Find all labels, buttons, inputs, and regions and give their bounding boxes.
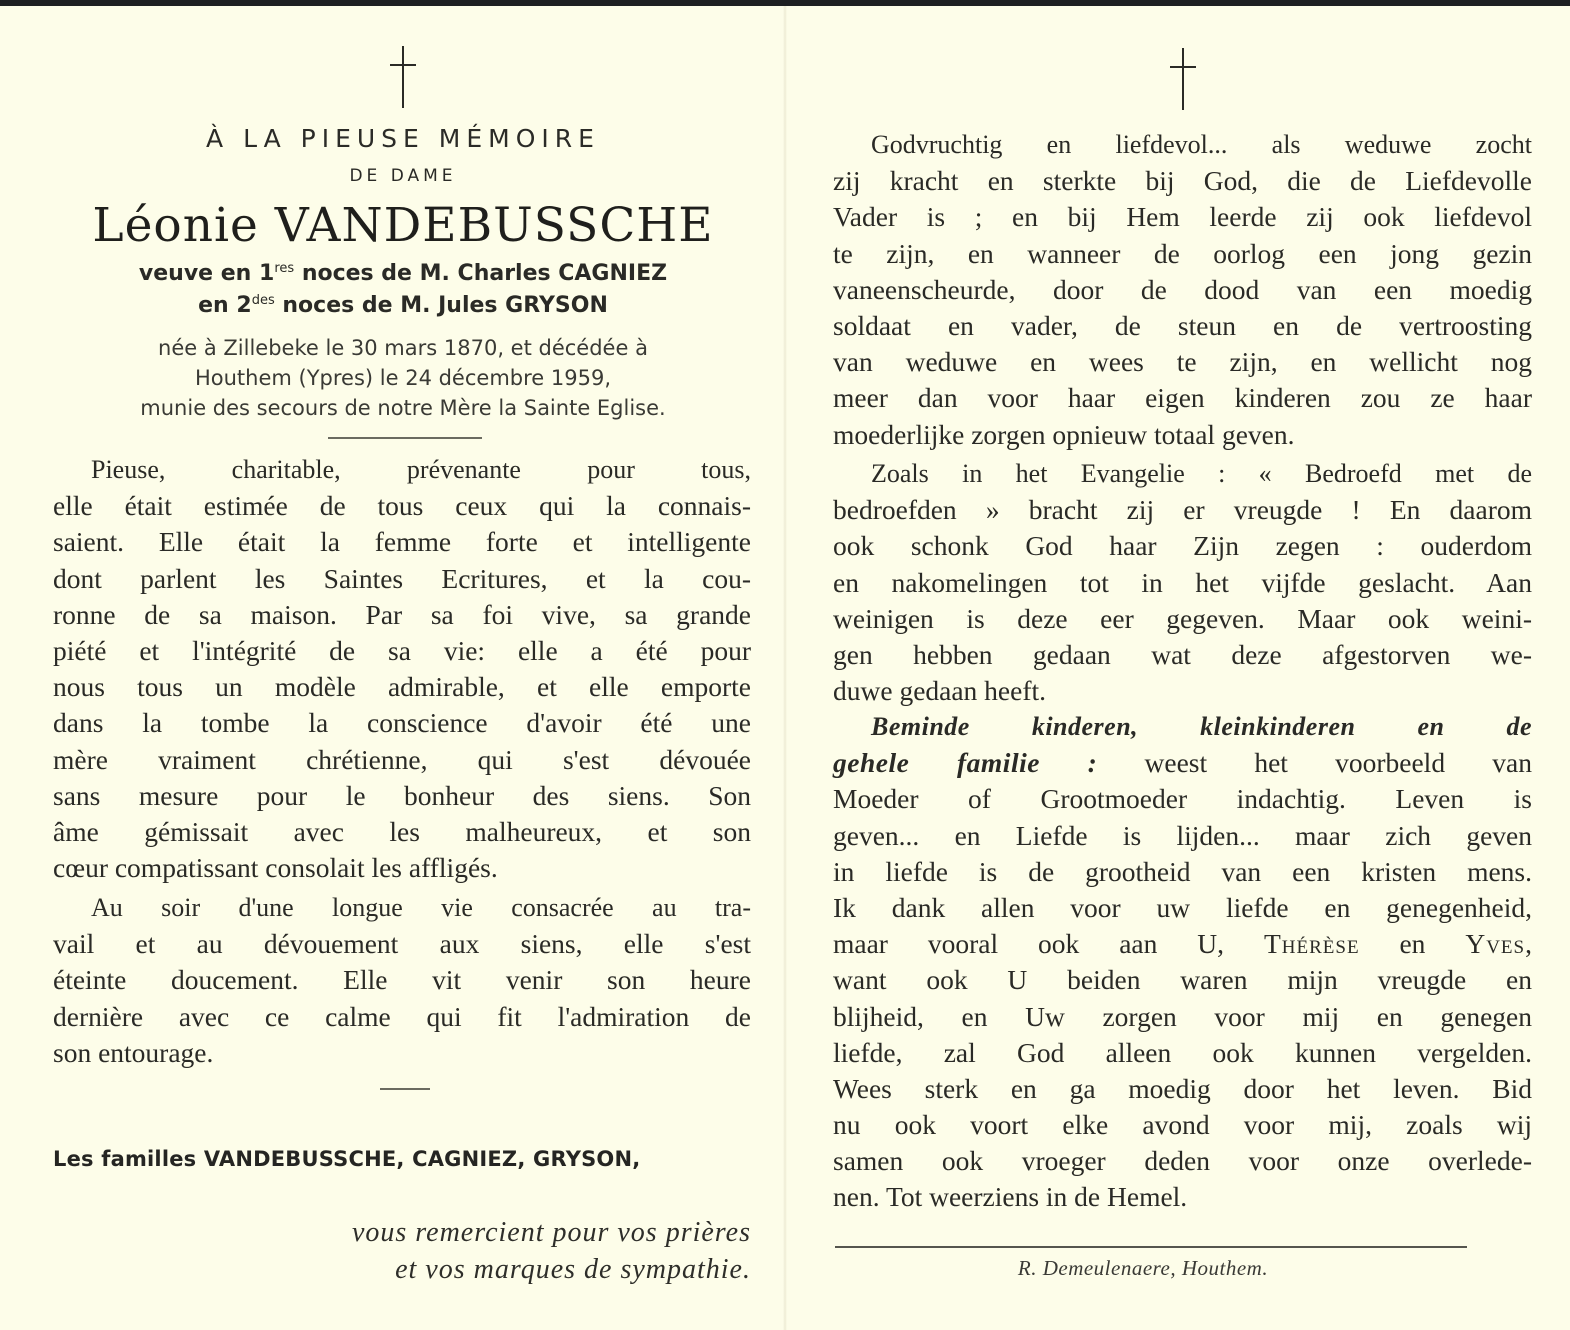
text-line: geven... en Liefde is lijden... maar zich geven [833, 819, 1532, 851]
text-line: elle était estimée de tous ceux qui la connais- [53, 490, 751, 522]
text-line: ook schonk God haar Zijn zegen : ouderdom [833, 530, 1532, 562]
cross-icon [390, 46, 416, 108]
dutch-paragraph-1 [833, 127, 1532, 453]
text-line: dont parlent les Saintes Ecritures, et la cou- [53, 562, 751, 594]
text-line: vaneenscheurde, door de dood van een moedig [833, 273, 1532, 305]
text-line: Moeder of Grootmoeder indachtig. Leven is [833, 783, 1532, 815]
phrase: , [1525, 928, 1532, 960]
second-marriage [53, 293, 753, 318]
deceased-name: Léonie VANDEBUSSCHE [92, 198, 714, 253]
text-line: gen hebben gedaan wat deze afgestorven we- [833, 638, 1532, 670]
first-marriage [53, 261, 753, 286]
second-marriage-ordinal: des [251, 293, 275, 308]
text-line: Ik dank allen voor uw liefde en genegenheid, [833, 891, 1532, 923]
second-marriage-prefix: en 2 [198, 293, 252, 318]
text-line: te zijn, en wanneer de oorlog een jong gezin [833, 237, 1532, 269]
text-line: âme gémissait avec les malheureux, et son [53, 815, 751, 847]
text-line: cœur compatissant consolait les affligés. [53, 852, 498, 884]
text-line: weinigen is deze eer gegeven. Maar ook weini- [833, 602, 1532, 634]
bio-line: née à Zillebeke le 30 mars 1870, et décédée à [158, 336, 648, 360]
tribute-paragraph-1 [53, 452, 751, 886]
name-therese: Thérèse [1263, 928, 1360, 960]
text-line: Au soir d'une longue vie consacrée au tra- [91, 893, 751, 922]
text-line: want ook U beiden waren mijn vreugde en [833, 964, 1532, 996]
text-line: ronne de sa maison. Par sa foi vive, sa grande [53, 598, 751, 630]
thanks-message [53, 1214, 751, 1288]
name-yves: Yves [1465, 928, 1526, 960]
text-line: dans la tombe la conscience d'avoir été une [53, 707, 751, 739]
printer-divider [835, 1246, 1467, 1248]
phrase: en [1359, 928, 1466, 960]
text-line: Beminde kinderen, kleinkinderen en de [871, 712, 1532, 741]
text-line: sans mesure pour le bonheur des siens. Son [53, 779, 751, 811]
text-line: Godvruchtig en liefdevol... als weduwe zocht [871, 130, 1532, 159]
text-line: saient. Elle était la femme forte et intelligente [53, 526, 751, 558]
text-line: soldaat en vader, de steun en de vertroosting [833, 309, 1532, 341]
bio-line: munie des secours de notre Mère la Sainte Eglise. [140, 396, 666, 420]
printer-credit: R. Demeulenaere, Houthem. [1017, 1256, 1269, 1280]
text-line: mère vraiment chrétienne, qui s'est dévouée [53, 743, 751, 775]
text-line: nu ook voort elke avond voor mij, zoals wij [833, 1109, 1532, 1141]
text-line: van weduwe en wees te zijn, en wellicht nog [833, 346, 1532, 378]
divider [328, 437, 482, 439]
thanks-line: et vos marques de sympathie. [395, 1254, 751, 1285]
cross-icon [1170, 48, 1196, 110]
text-line: Zoals in het Evangelie : « Bedroefd met de [871, 459, 1532, 488]
text-line [833, 926, 1532, 962]
dutch-paragraph-3 [833, 709, 1532, 1216]
text-line [833, 745, 1532, 781]
text-line: meer dan voor haar eigen kinderen zou ze haar [833, 382, 1532, 414]
text-line: moederlijke zorgen opnieuw totaal geven. [833, 418, 1295, 450]
families-line: Les familles VANDEBUSSCHE, CAGNIEZ, GRYSON, [53, 1147, 641, 1171]
text-line: blijheid, en Uw zorgen voor mij en genegen [833, 1000, 1532, 1032]
text-line: bedroefden » bracht zij er vreugde ! En daarom [833, 494, 1532, 526]
text-line: in liefde is de grootheid van een kristen mens. [833, 855, 1532, 887]
phrase: weest het voorbeeld van [1097, 747, 1532, 779]
text-line: Pieuse, charitable, prévenante pour tous, [91, 455, 751, 484]
italic-phrase: gehele familie : [833, 747, 1098, 779]
second-marriage-spouse: noces de M. Jules GRYSON [274, 293, 608, 318]
first-marriage-spouse: noces de M. Charles CAGNIEZ [294, 261, 668, 286]
text-line: zij kracht en sterkte bij God, die de Liefdevolle [833, 165, 1532, 197]
text-line: liefde, zal God alleen ook kunnen vergelden. [833, 1036, 1532, 1068]
short-divider [380, 1088, 430, 1090]
thanks-line: vous remercient pour vos prières [351, 1217, 751, 1248]
text-line: piété et l'intégrité de sa vie: elle a été pour [53, 634, 751, 666]
bio-line: Houthem (Ypres) le 24 décembre 1959, [194, 366, 611, 390]
memorial-subheading: DE DAME [349, 166, 457, 186]
text-line: vail et au dévouement aux siens, elle s'est [53, 928, 751, 960]
text-line: Vader is ; en bij Hem leerde zij ook liefdevol [833, 201, 1532, 233]
memorial-heading: À LA PIEUSE MÉMOIRE [206, 124, 600, 153]
text-line: nous tous un modèle admirable, et elle emporte [53, 671, 751, 703]
right-page [785, 6, 1570, 1330]
text-line: dernière avec ce calme qui fit l'admiration de [53, 1000, 751, 1032]
text-line: en nakomelingen tot in het vijfde geslacht. Aan [833, 566, 1532, 598]
text-line: duwe gedaan heeft. [833, 675, 1047, 707]
phrase: maar vooral ook aan U, [833, 928, 1264, 960]
left-page [0, 6, 785, 1330]
text-line: son entourage. [53, 1036, 214, 1068]
dutch-paragraph-2 [833, 456, 1532, 709]
text-line: Wees sterk en ga moedig door het leven. Bid [833, 1072, 1532, 1104]
text-line: samen ook vroeger deden voor onze overlede- [833, 1145, 1532, 1177]
tribute-paragraph-2 [53, 890, 751, 1071]
birth-death-details [53, 333, 753, 423]
text-line: nen. Tot weerziens in de Hemel. [833, 1181, 1188, 1213]
text-line: éteinte doucement. Elle vit venir son heure [53, 964, 751, 996]
first-marriage-prefix: veuve en 1 [138, 261, 275, 286]
first-marriage-ordinal: res [274, 261, 295, 276]
